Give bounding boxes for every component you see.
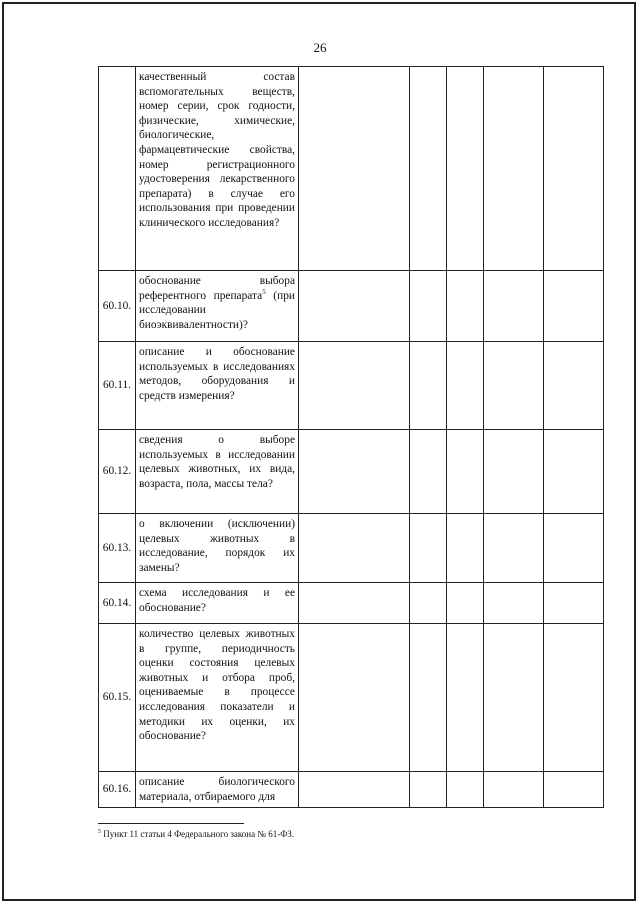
answer-cell[interactable]	[484, 583, 544, 624]
answer-cell[interactable]	[299, 583, 410, 624]
answer-cell[interactable]	[544, 430, 604, 514]
answer-cell[interactable]	[484, 271, 544, 342]
answer-cell[interactable]	[410, 772, 447, 808]
answer-cell[interactable]	[484, 514, 544, 583]
answer-cell[interactable]	[447, 271, 484, 342]
answer-cell[interactable]	[484, 430, 544, 514]
row-number	[99, 67, 136, 271]
answer-cell[interactable]	[299, 624, 410, 772]
answer-cell[interactable]	[447, 624, 484, 772]
row-question: схема исследования и ее обоснование?	[136, 583, 299, 624]
row-question: описание биологического материала, отбираемого для	[136, 772, 299, 808]
answer-cell[interactable]	[299, 430, 410, 514]
row-question: количество целевых животных в группе, периодичность оценки состояния целевых животных и отбора проб, оцениваемые в процессе исследования показатели и методики их оценки, их обоснование?	[136, 624, 299, 772]
answer-cell[interactable]	[544, 624, 604, 772]
answer-cell[interactable]	[447, 514, 484, 583]
answer-cell[interactable]	[484, 772, 544, 808]
row-number: 60.11.	[99, 342, 136, 430]
table-row	[99, 430, 604, 514]
row-number: 60.14.	[99, 583, 136, 624]
footnote-divider	[98, 823, 244, 824]
answer-cell[interactable]	[447, 67, 484, 271]
answer-cell[interactable]	[299, 271, 410, 342]
row-number: 60.13.	[99, 514, 136, 583]
answer-cell[interactable]	[544, 583, 604, 624]
row-question: описание и обоснование используемых в исследованиях методов, оборудования и средств измерения?	[136, 342, 299, 430]
answer-cell[interactable]	[299, 514, 410, 583]
footnote-mark: 5	[262, 287, 266, 296]
answer-cell[interactable]	[544, 67, 604, 271]
answer-cell[interactable]	[410, 430, 447, 514]
footnote	[98, 829, 294, 839]
table-row	[99, 67, 604, 271]
table-row	[99, 342, 604, 430]
row-number: 60.16.	[99, 772, 136, 808]
answer-cell[interactable]	[299, 772, 410, 808]
table-row	[99, 514, 604, 583]
answer-cell[interactable]	[447, 342, 484, 430]
row-number: 60.10.	[99, 271, 136, 342]
row-question: качественный состав вспомогательных веществ, номер серии, срок годности, физические, химические, биологические, фармацевтические свойства, номер регистрационного удостоверения лекарственного препарата) в случае его использования при проведении клинического исследования?	[136, 67, 299, 271]
answer-cell[interactable]	[410, 342, 447, 430]
page-number: 26	[313, 40, 327, 55]
answer-cell[interactable]	[299, 342, 410, 430]
answer-cell[interactable]	[410, 624, 447, 772]
footnote-number: 5	[98, 829, 101, 835]
answer-cell[interactable]	[544, 342, 604, 430]
answer-cell[interactable]	[484, 67, 544, 271]
answer-cell[interactable]	[410, 583, 447, 624]
answer-cell[interactable]	[410, 271, 447, 342]
answer-cell[interactable]	[447, 772, 484, 808]
answer-cell[interactable]	[447, 430, 484, 514]
table-row	[99, 583, 604, 624]
row-question: обоснование выбора референтного препарата$^5$ (при исследовании биоэквивалентности)?	[136, 271, 299, 342]
answer-cell[interactable]	[410, 67, 447, 271]
row-question: о включении (исключении) целевых животных в исследование, порядок их замены?	[136, 514, 299, 583]
footnote-text: Пункт 11 статьи 4 Федерального закона № 61-ФЗ.	[103, 829, 295, 839]
answer-cell[interactable]	[544, 772, 604, 808]
table-row	[99, 271, 604, 342]
answer-cell[interactable]	[410, 514, 447, 583]
answer-cell[interactable]	[484, 624, 544, 772]
table-row	[99, 772, 604, 808]
row-question: сведения о выборе используемых в исследовании целевых животных, их вида, возраста, пола, массы тела?	[136, 430, 299, 514]
table-row	[99, 624, 604, 772]
row-number: 60.12.	[99, 430, 136, 514]
answer-cell[interactable]	[299, 67, 410, 271]
checklist-table	[98, 66, 604, 808]
answer-cell[interactable]	[544, 271, 604, 342]
answer-cell[interactable]	[447, 583, 484, 624]
answer-cell[interactable]	[544, 514, 604, 583]
answer-cell[interactable]	[484, 342, 544, 430]
row-number: 60.15.	[99, 624, 136, 772]
